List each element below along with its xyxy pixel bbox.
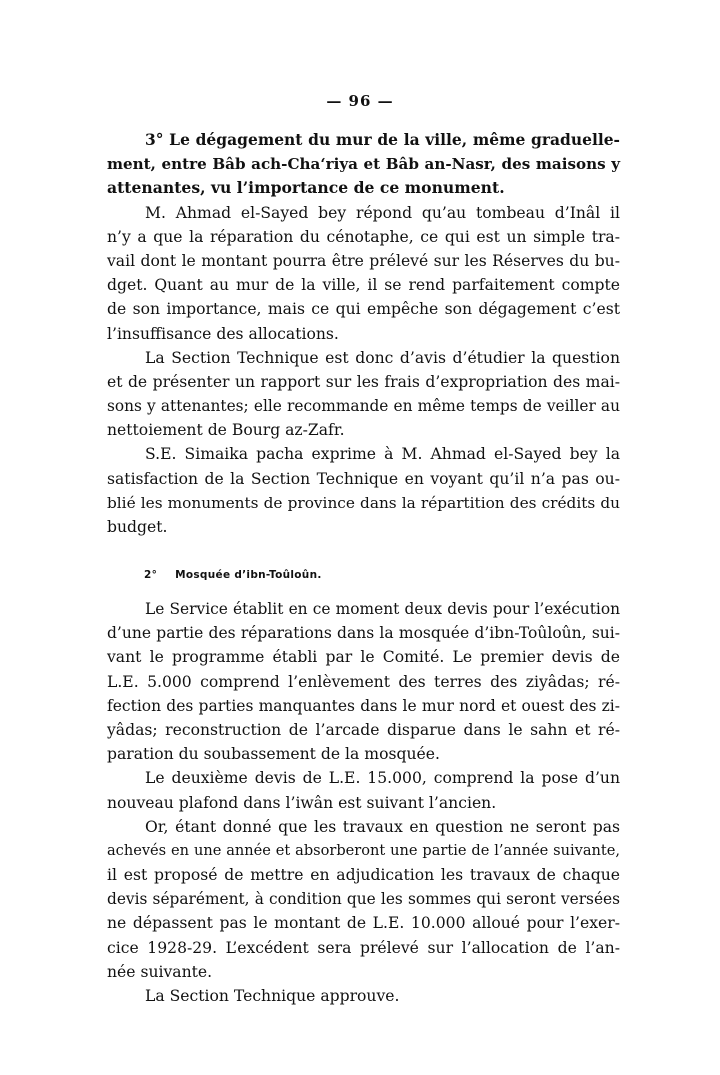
paragraph-point-3 <box>107 128 620 201</box>
text-line: nouveau plafond dans l’iwân est suivant l’ancien. <box>107 793 497 812</box>
text-line: blié les monuments de province dans la répartition des crédits du <box>107 493 620 512</box>
section-heading <box>144 569 322 581</box>
text-line: Le Service établit en ce moment deux devis pour l’exécution <box>145 600 620 618</box>
text-line: achevés en une année et absorberont une partie de l’année suivante, <box>107 841 620 859</box>
text-line: il est proposé de mettre en adjudication les travaux de chaque <box>107 866 620 885</box>
text-line: devis séparément, à condition que les sommes qui seront versées <box>107 890 620 909</box>
text-line: attenantes, vu l’importance de ce monument. <box>107 178 505 198</box>
text-line: yâdas; reconstruction de l’arcade disparue dans le sahn et ré- <box>107 720 620 739</box>
text-line: cice 1928-29. L’excédent sera prélevé sur l’allocation de l’an- <box>107 938 620 957</box>
text-line: La Section Technique est donc d’avis d’étudier la question <box>145 348 620 367</box>
text-line: 3° Le dégagement du mur de la ville, même graduelle- <box>145 130 620 149</box>
text-line: née suivante. <box>107 962 213 981</box>
paragraph-approval <box>107 984 620 1008</box>
text-line: vant le programme établi par le Comité. Le premier devis de <box>107 648 620 667</box>
paragraph-devis <box>107 597 620 766</box>
text-line: sons y attenantes; elle recommande en même temps de veiller au <box>107 397 620 416</box>
text-line: dget. Quant au mur de la ville, il se rend parfaitement compte <box>107 276 620 295</box>
text-line: fection des parties manquantes dans le mur nord et ouest des zi- <box>107 696 620 715</box>
text-line: et de présenter un rapport sur les frais d’expropriation des mai- <box>107 372 620 391</box>
page-number: — 96 — <box>326 92 394 110</box>
paragraph-satisfaction <box>107 442 620 539</box>
text-line: Or, étant donné que les travaux en question ne seront pas <box>145 817 620 836</box>
section-2-text <box>107 597 620 1008</box>
text-line: ne dépassent pas le montant de L.E. 10.000 alloué pour l’exer- <box>107 914 620 933</box>
paragraph-response <box>107 201 620 346</box>
paragraph-second-devis <box>107 766 620 814</box>
text-line: nettoiement de Bourg az-Zafr. <box>107 421 345 440</box>
section-1-text <box>107 128 620 539</box>
text-line: vail dont le montant pourra être prélevé sur les Réserves du bu- <box>107 251 620 270</box>
text-line: de son importance, mais ce qui empêche son dégagement c’est <box>107 300 620 319</box>
text-line: L.E. 5.000 comprend l’enlèvement des terres des ziyâdas; ré- <box>107 672 620 691</box>
heading-title: Mosquée d’ibn-Toûloûn. <box>175 569 322 581</box>
text-line: ment, entre Bâb ach-Cha‘riya et Bâb an-Nasr, des maisons y <box>107 155 620 174</box>
text-line: budget. <box>107 518 168 536</box>
text-line: n’y a que la réparation du cénotaphe, ce qui est un simple tra- <box>107 227 620 246</box>
text-line: paration du soubassement de la mosquée. <box>107 745 440 764</box>
text-line: M. Ahmad el-Sayed bey répond qu’au tombeau d’Inâl il <box>145 203 620 222</box>
text-line: l’insuffisance des allocations. <box>107 324 339 343</box>
text-line: Le deuxième devis de L.E. 15.000, comprend la pose d’un <box>145 769 620 788</box>
text-line: satisfaction de la Section Technique en voyant qu’il n’a pas ou- <box>107 469 620 488</box>
paragraph-adjudication <box>107 815 620 984</box>
text-line: d’une partie des réparations dans la mosquée d’ibn-Toûloûn, sui- <box>107 624 620 643</box>
text-line: S.E. Simaika pacha exprime à M. Ahmad el-Sayed bey la <box>145 445 620 464</box>
paragraph-section-opinion <box>107 346 620 443</box>
text-line: La Section Technique approuve. <box>145 987 400 1005</box>
heading-number: 2° <box>144 569 158 581</box>
